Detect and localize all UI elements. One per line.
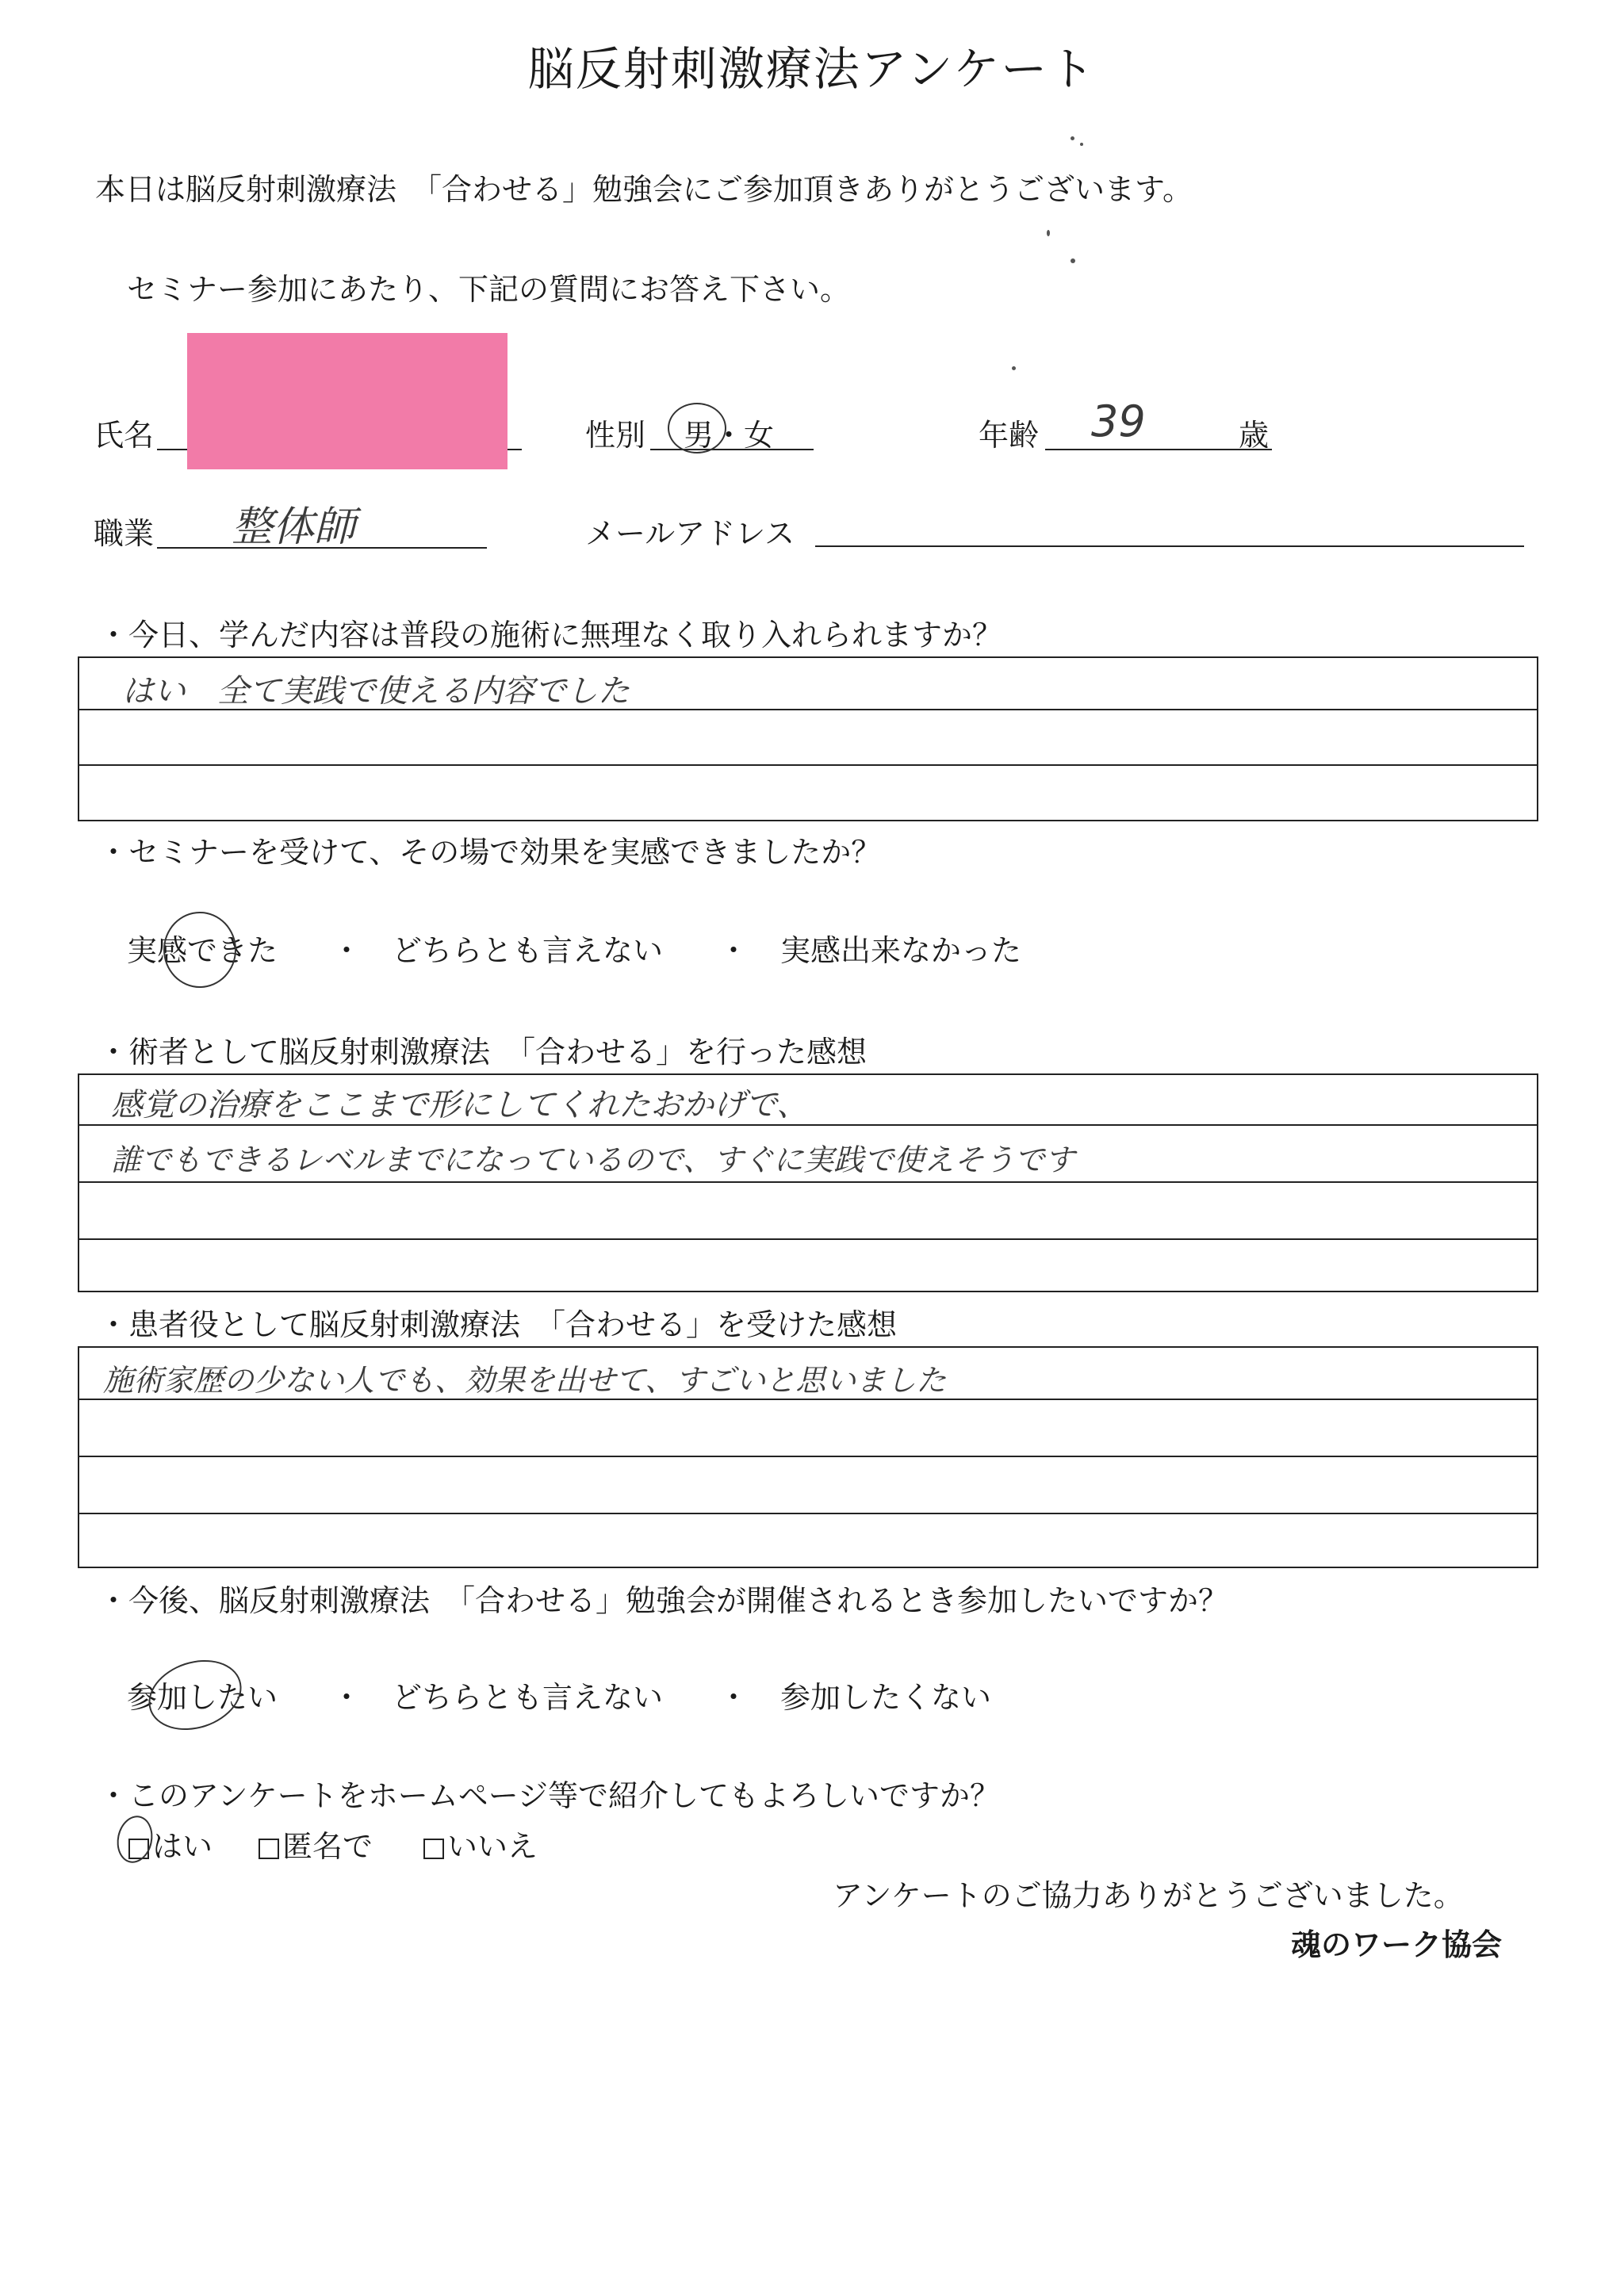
answer-line xyxy=(79,1075,1537,1126)
q6-option-anon xyxy=(259,1822,373,1866)
answer-line xyxy=(79,1183,1537,1240)
q2-selection-circle xyxy=(163,912,236,988)
ink-speck xyxy=(1012,366,1016,370)
redaction-block xyxy=(187,333,508,469)
q5-separator: ・ xyxy=(718,1680,749,1715)
job-underline xyxy=(157,547,487,549)
question-3: ・術者として脳反射刺激療法 「合わせる」を行った感想 xyxy=(98,1035,868,1070)
intro-text: 本日は脳反射刺激療法 「合わせる」勉強会にご参加頂きありがとうございます。 xyxy=(95,172,1193,207)
age-unit: 歳 xyxy=(1239,418,1270,453)
answer-line xyxy=(79,1240,1537,1294)
q2-option-2: どちらとも言えない xyxy=(392,933,664,968)
answer-text: 感覚の治療をここまで形にしてくれたおかげで、 xyxy=(111,1087,809,1123)
gender-underline xyxy=(650,449,814,450)
thanks-text: アンケートのご協力ありがとうございました。 xyxy=(833,1878,1464,1913)
answer-text: はい 全て実践で使える内容でした xyxy=(122,673,630,710)
answer-line xyxy=(79,1514,1537,1570)
q5-option-1: 参加したい xyxy=(127,1680,278,1715)
answer-line xyxy=(79,1126,1537,1183)
instruction-text: セミナー参加にあたり、下記の質問にお答え下さい。 xyxy=(127,272,851,307)
answer-line xyxy=(79,710,1537,766)
survey-title: 脳反射刺激療法アンケート xyxy=(527,42,1097,96)
name-label: 氏名 xyxy=(94,418,155,453)
job-label: 職業 xyxy=(94,516,155,551)
gender-selection-circle xyxy=(668,403,726,453)
answer-line xyxy=(79,1348,1537,1400)
q2-option-1: 実感できた xyxy=(127,933,278,968)
answer-line xyxy=(79,1457,1537,1514)
gender-options: 男・女 xyxy=(684,418,775,453)
answer-line xyxy=(79,1400,1537,1457)
q2-option-3: 実感出来なかった xyxy=(780,933,1022,968)
question-6: ・このアンケートをホームページ等で紹介してもよろしいですか？ xyxy=(98,1778,1000,1813)
question-1: ・今日、学んだ内容は普段の施術に無理なく取り入れられますか？ xyxy=(98,618,1003,652)
q6-option-yes-label: はい xyxy=(152,1829,213,1864)
age-value: 39 xyxy=(1091,396,1146,446)
question-4: ・患者役として脳反射刺激療法 「合わせる」を受けた感想 xyxy=(98,1307,898,1342)
answer-box-1 xyxy=(78,656,1538,821)
checkbox-anonymous[interactable] xyxy=(259,1839,279,1859)
age-label: 年齢 xyxy=(979,418,1040,453)
q5-option-2: どちらとも言えない xyxy=(392,1680,664,1715)
ink-speck xyxy=(1047,230,1050,236)
email-label: メールアドレス xyxy=(585,516,795,551)
checkbox-no[interactable] xyxy=(423,1839,444,1859)
answer-box-4 xyxy=(78,1346,1538,1568)
q6-option-anon-label: 匿名で xyxy=(282,1829,373,1864)
q5-selection-circle xyxy=(140,1649,251,1742)
organization-name: 魂のワーク協会 xyxy=(1291,1927,1503,1962)
q5-option-3: 参加したくない xyxy=(780,1680,992,1715)
q2-separator: ・ xyxy=(331,933,362,968)
ink-speck xyxy=(1071,258,1075,263)
answer-line xyxy=(79,658,1537,710)
age-underline xyxy=(1045,449,1272,450)
answer-line xyxy=(79,766,1537,820)
gender-label: 性別 xyxy=(585,418,646,453)
ink-speck xyxy=(1071,136,1074,140)
q6-option-no-label: いいえ xyxy=(447,1829,538,1864)
answer-box-3 xyxy=(78,1073,1538,1292)
q2-separator: ・ xyxy=(718,933,749,968)
answer-text: 施術家歴の少ない人でも、効果を出せて、すごいと思いました xyxy=(103,1363,947,1398)
answer-text: 誰でもできるレベルまでになっているので、すぐに実践で使えそうです xyxy=(111,1142,1075,1177)
job-value: 整体師 xyxy=(232,503,356,551)
question-2: ・セミナーを受けて、その場で効果を実感できましたか？ xyxy=(98,835,882,870)
q6-option-no xyxy=(423,1822,538,1866)
question-5: ・今後、脳反射刺激療法 「合わせる」勉強会が開催されるとき参加したいですか？ xyxy=(98,1583,1229,1618)
email-underline xyxy=(815,545,1524,547)
q5-separator: ・ xyxy=(331,1680,362,1715)
ink-speck xyxy=(1080,143,1083,146)
